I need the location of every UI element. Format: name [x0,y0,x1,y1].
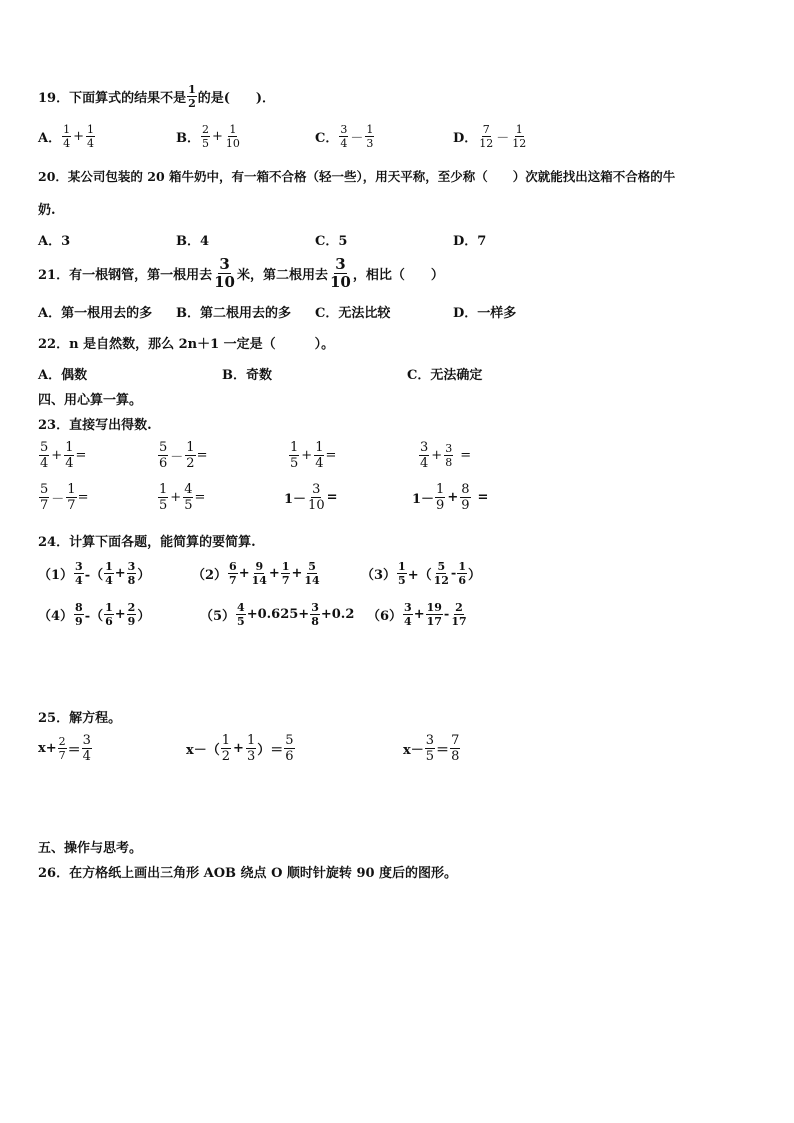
q20-stem-line1: 20．某公司包装的 20 箱牛奶中，有一箱不合格（轻一些），用天平称，至少称（ ）次就能找出这箱不合格的牛 [38,169,676,184]
q20-option-c[interactable]: C．5 [315,234,348,249]
q23-item-1: $\frac{5}{4}$ + $\frac{1}{4}$ = [40,440,87,471]
q23-item-8: 1－ $\frac{1}{9}$ + $\frac{8}{9}$ = [412,482,489,513]
q22-option-b[interactable]: B．奇数 [222,368,272,383]
q25-title: 25．解方程。 [38,711,122,726]
q23-item-6: $\frac{1}{5}$ + $\frac{4}{5}$ = [159,482,206,513]
q21-option-b[interactable]: B．第二根用去的多 [176,306,291,321]
q20-stem-line2: 奶. [38,203,56,218]
q23-item-5: $\frac{5}{7}$ － $\frac{1}{7}$ = [40,482,89,513]
q25-equation-1: x+ $\frac{2}{7}$ ＝ $\frac{3}{4}$ [38,733,91,764]
q21-option-c[interactable]: C．无法比较 [315,306,391,321]
q20-option-a[interactable]: A．3 [38,234,71,249]
q19-fraction: $\frac{1}{2}$ [188,83,196,110]
q19-option-b[interactable]: B． $\frac{2}{5}$ + $\frac{1}{10}$ [176,123,240,150]
q26-stem: 26．在方格纸上画出三角形 AOB 绕点 O 顺时针旋转 90 度后的图形。 [38,866,458,881]
q19-stem: 19．下面算式的结果不是 $\frac{1}{2}$ 的是( )． [38,83,276,110]
q23-item-2: $\frac{5}{6}$ － $\frac{1}{2}$ = [159,440,208,471]
q21-fraction-1: $\frac{3}{10}$ [214,255,235,291]
section-5-heading: 五、操作与思考。 [38,841,143,856]
q25-equation-2: x－（ $\frac{1}{2}$ + $\frac{1}{3}$ ）＝ $\frac{5}{6}$ [186,733,294,764]
q24-problem-2: （2） $\frac{6}{7}$ + $\frac{9}{14}$ + $\frac{1}{7}$ + $\frac{5}{14}$ [192,560,320,587]
q21-fraction-2: $\frac{3}{10}$ [329,255,351,291]
q19-option-d[interactable]: D． $\frac{7}{12}$ － $\frac{1}{12}$ [453,123,527,150]
section-4-heading: 四、用心算一算。 [38,393,143,408]
q21-stem: 21．有一根钢管，第一根用去 $\frac{3}{10}$ 米，第二根用去 $\frac{3}{10}$ ，相比（ ） [38,255,444,291]
q24-problem-3: （3） $\frac{1}{5}$ +（ $\frac{5}{12}$ - $\frac{1}{6}$ ） [361,560,481,587]
q24-problem-5: （5） $\frac{4}{5}$ +0.625+ $\frac{3}{8}$ +0.2 [200,601,355,628]
q22-stem: 22．n 是自然数，那么 2n＋1 一定是（ ）。 [38,337,335,352]
q24-title: 24．计算下面各题，能简算的要简算. [38,535,256,550]
q23-item-3: $\frac{1}{5}$ + $\frac{1}{4}$ = [290,440,337,471]
q24-problem-6: （6） $\frac{3}{4}$ + $\frac{19}{17}$ - $\frac{2}{17}$ [367,601,467,628]
q22-option-c[interactable]: C．无法确定 [407,368,483,383]
q22-option-a[interactable]: A．偶数 [38,368,88,383]
q23-title: 23．直接写出得数. [38,418,152,433]
q23-item-7: 1－ $\frac{3}{10}$ = [284,482,338,513]
q24-problem-4: （4） $\frac{8}{9}$ -（ $\frac{1}{6}$ + $\frac{2}{9}$ ） [38,601,151,628]
q20-option-b[interactable]: B．4 [176,234,210,249]
q21-option-a[interactable]: A．第一根用去的多 [38,306,153,321]
q19-option-a[interactable]: A． $\frac{1}{4}$ + $\frac{1}{4}$ [38,123,94,150]
q21-option-d[interactable]: D．一样多 [453,306,517,321]
q20-option-d[interactable]: D．7 [453,234,487,249]
q19-option-c[interactable]: C． $\frac{3}{4}$ － $\frac{1}{3}$ [315,123,374,150]
q23-item-4: $\frac{3}{4}$ + $\frac{3}{8}$ = [420,440,472,471]
q25-equation-3: x－ $\frac{3}{5}$ ＝ $\frac{7}{8}$ [403,733,460,764]
q24-problem-1: （1） $\frac{3}{4}$ -（ $\frac{1}{4}$ + $\frac{3}{8}$ ） [38,560,151,587]
